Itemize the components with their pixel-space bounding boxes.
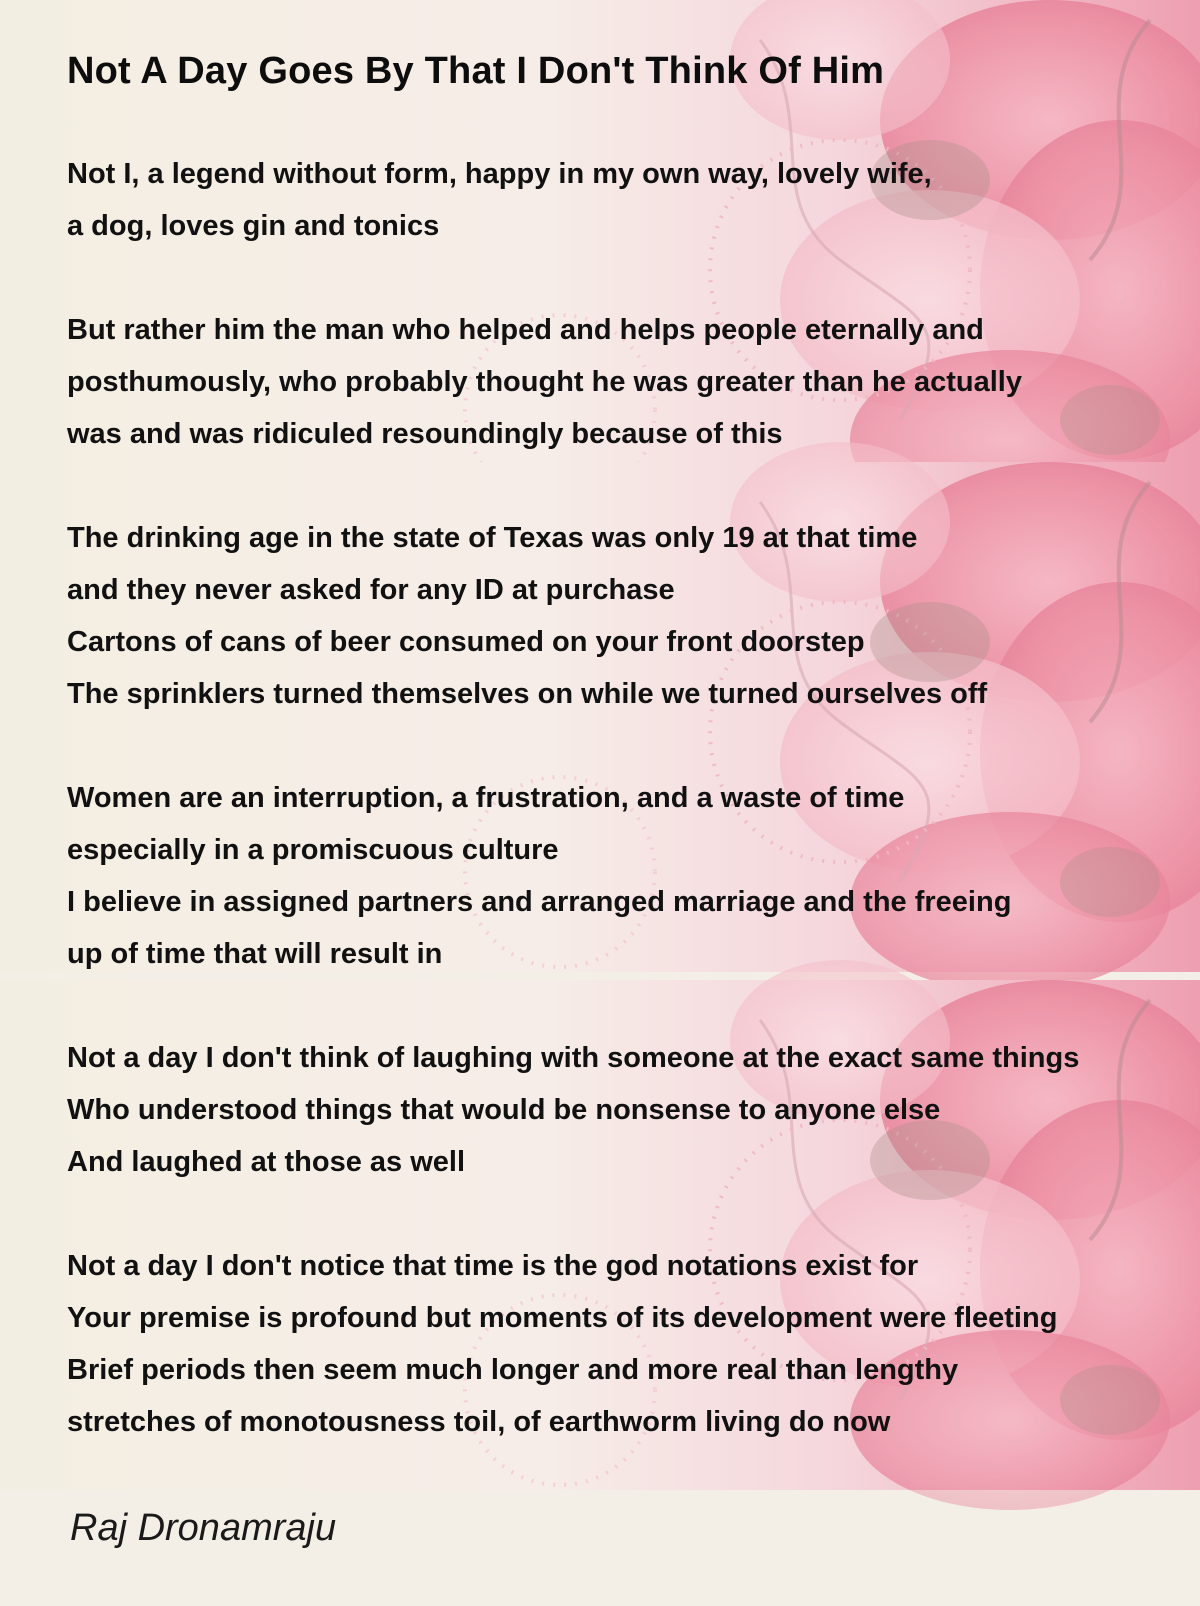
poem-line: The sprinklers turned themselves on while we turned ourselves off: [67, 678, 988, 710]
poem-line: Your premise is profound but moments of its development were fleeting: [67, 1302, 1058, 1334]
stanza-3: [67, 512, 1200, 720]
poem-line: Who understood things that would be nonsense to anyone else: [67, 1094, 941, 1126]
poem-line: I believe in assigned partners and arranged marriage and the freeing: [67, 886, 1012, 918]
poem-line: was and was ridiculed resoundingly because of this: [67, 418, 783, 450]
poem-line: and they never asked for any ID at purchase: [67, 574, 675, 606]
poem-line: a dog, loves gin and tonics: [67, 210, 440, 242]
stanza-4: [67, 772, 1200, 980]
poem-line: Brief periods then seem much longer and more real than lengthy: [67, 1354, 959, 1386]
poem-line: up of time that will result in: [67, 938, 443, 970]
poem-line: The drinking age in the state of Texas was only 19 at that time: [67, 522, 918, 554]
poem-line: posthumously, who probably thought he was greater than he actually: [67, 366, 1022, 398]
stanza-2: [67, 304, 1200, 460]
stanza-5: [67, 1032, 1200, 1188]
poem-line: especially in a promiscuous culture: [67, 834, 559, 866]
poem-line: Not a day I don't notice that time is the god notations exist for: [67, 1250, 919, 1282]
stanza-6: [67, 1240, 1200, 1448]
poem-line: Not a day I don't think of laughing with someone at the exact same things: [67, 1042, 1080, 1074]
poem-line: Not I, a legend without form, happy in my own way, lovely wife,: [67, 158, 932, 190]
author-name: Raj Dronamraju: [70, 1507, 337, 1549]
stanza-1: [67, 148, 1200, 252]
poem-line: But rather him the man who helped and helps people eternally and: [67, 314, 984, 346]
poem-title: Not A Day Goes By That I Don't Think Of Him: [67, 50, 885, 92]
poem-line: And laughed at those as well: [67, 1146, 466, 1178]
poem-line: Cartons of cans of beer consumed on your front doorstep: [67, 626, 865, 658]
poem-body: [67, 148, 1200, 1500]
poem-line: Women are an interruption, a frustration, and a waste of time: [67, 782, 905, 814]
poem-line: stretches of monotousness toil, of earthworm living do now: [67, 1406, 891, 1438]
